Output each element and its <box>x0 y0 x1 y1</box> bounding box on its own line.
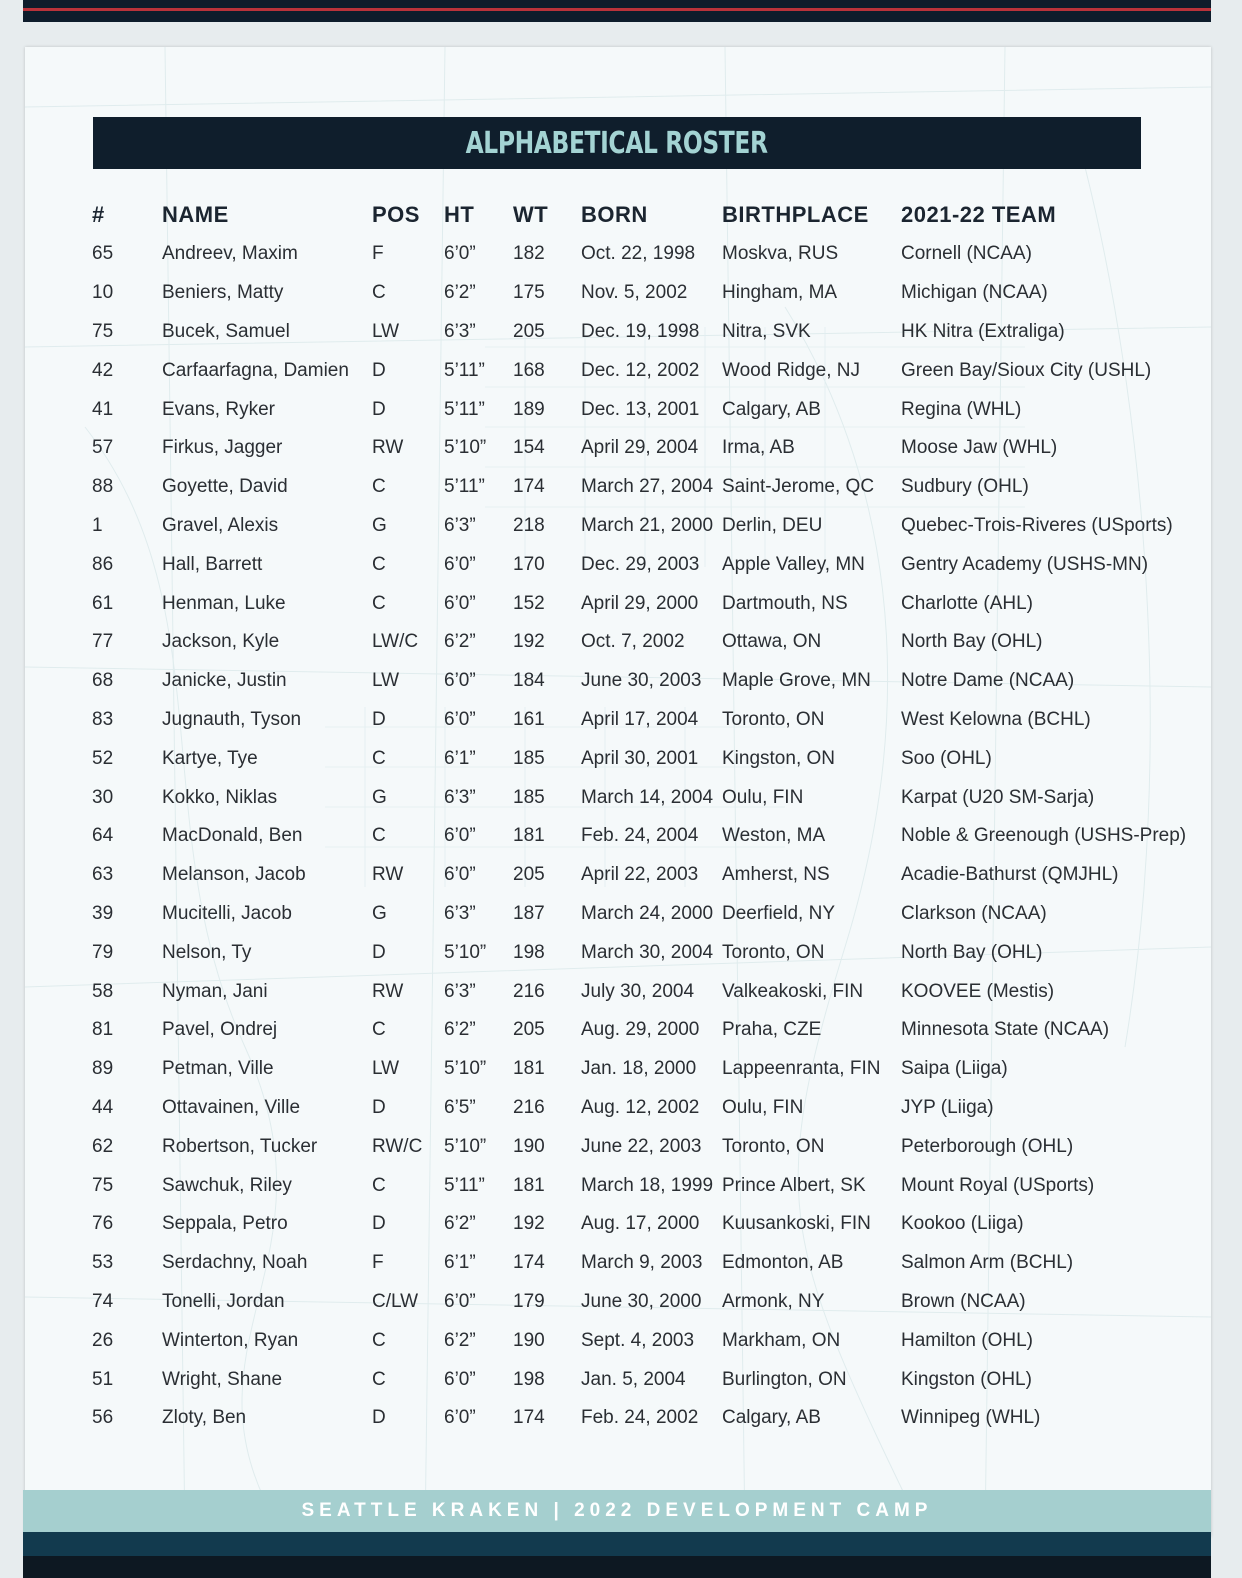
player-weight: 154 <box>513 437 545 459</box>
player-number: 52 <box>92 747 114 769</box>
player-name: Jackson, Kyle <box>162 631 280 653</box>
player-born: Aug. 17, 2000 <box>581 1213 700 1235</box>
player-height: 5’11” <box>444 476 485 498</box>
player-birthplace: Dartmouth, NS <box>722 592 848 614</box>
table-row <box>92 1127 1172 1166</box>
player-birthplace: Irma, AB <box>722 437 795 459</box>
roster-title-bar <box>93 117 1141 169</box>
player-number: 88 <box>92 476 114 498</box>
player-number: 83 <box>92 708 114 730</box>
player-team: Notre Dame (NCAA) <box>901 670 1075 692</box>
player-position: C <box>372 1368 386 1390</box>
player-born: Aug. 12, 2002 <box>581 1096 700 1118</box>
player-weight: 181 <box>513 1174 545 1196</box>
player-name: Melanson, Jacob <box>162 864 306 886</box>
player-weight: 192 <box>513 1213 545 1235</box>
player-height: 6’3” <box>444 786 476 808</box>
player-position: D <box>372 359 386 381</box>
player-name: Serdachny, Noah <box>162 1252 308 1274</box>
table-row <box>92 351 1172 390</box>
player-position: C <box>372 1019 386 1041</box>
top-header-bar <box>23 0 1211 22</box>
player-name: Ottavainen, Ville <box>162 1096 301 1118</box>
player-weight: 181 <box>513 825 545 847</box>
column-header-number: # <box>92 202 105 227</box>
player-born: Jan. 5, 2004 <box>581 1368 686 1390</box>
table-row <box>92 545 1172 584</box>
column-header-born: BORN <box>581 202 648 227</box>
player-birthplace: Calgary, AB <box>722 1407 821 1429</box>
player-height: 6’5” <box>444 1096 476 1118</box>
table-row <box>92 1283 1172 1322</box>
player-name: Nelson, Ty <box>162 941 252 963</box>
player-team: Kookoo (Liiga) <box>901 1213 1024 1235</box>
player-birthplace: Weston, MA <box>722 825 826 847</box>
player-birthplace: Nitra, SVK <box>722 320 811 342</box>
footer-band <box>23 1490 1211 1532</box>
player-birthplace: Toronto, ON <box>722 708 825 730</box>
player-height: 6’3” <box>444 902 476 924</box>
player-number: 58 <box>92 980 114 1002</box>
player-position: G <box>372 902 387 924</box>
player-birthplace: Maple Grove, MN <box>722 670 871 692</box>
player-born: March 18, 1999 <box>581 1174 714 1196</box>
player-team: Sudbury (OHL) <box>901 476 1029 498</box>
player-team: Michigan (NCAA) <box>901 282 1048 304</box>
player-number: 62 <box>92 1135 114 1157</box>
player-number: 39 <box>92 902 114 924</box>
player-number: 26 <box>92 1329 114 1351</box>
player-height: 6’2” <box>444 631 476 653</box>
player-name: Jugnauth, Tyson <box>162 708 302 730</box>
player-position: D <box>372 1213 386 1235</box>
player-born: Sept. 4, 2003 <box>581 1329 695 1351</box>
player-name: Firkus, Jagger <box>162 437 283 459</box>
player-team: Acadie-Bathurst (QMJHL) <box>901 864 1119 886</box>
player-weight: 185 <box>513 747 545 769</box>
player-number: 76 <box>92 1213 114 1235</box>
player-number: 63 <box>92 864 114 886</box>
table-row <box>92 1050 1172 1089</box>
bottom-band <box>23 1532 1211 1578</box>
player-team: Hamilton (OHL) <box>901 1329 1033 1351</box>
player-team: HK Nitra (Extraliga) <box>901 320 1065 342</box>
player-height: 6’2” <box>444 1213 476 1235</box>
player-name: Janicke, Justin <box>162 670 287 692</box>
table-row <box>92 662 1172 701</box>
player-height: 5’10” <box>444 1058 487 1080</box>
player-weight: 216 <box>513 980 545 1002</box>
player-height: 6’0” <box>444 825 476 847</box>
player-birthplace: Deerfield, NY <box>722 902 835 924</box>
player-team: Karpat (U20 SM-Sarja) <box>901 786 1095 808</box>
player-team: Minnesota State (NCAA) <box>901 1019 1110 1041</box>
player-position: C <box>372 1174 386 1196</box>
player-height: 6’1” <box>444 1252 476 1274</box>
player-name: Hall, Barrett <box>162 553 263 575</box>
table-row <box>92 584 1172 623</box>
player-born: June 30, 2000 <box>581 1290 702 1312</box>
player-weight: 189 <box>513 398 545 420</box>
table-row <box>92 274 1172 313</box>
player-born: July 30, 2004 <box>581 980 695 1002</box>
player-position: LW <box>372 1058 400 1080</box>
player-number: 86 <box>92 553 114 575</box>
player-born: Oct. 7, 2002 <box>581 631 685 653</box>
player-born: March 30, 2004 <box>581 941 714 963</box>
player-birthplace: Ottawa, ON <box>722 631 822 653</box>
player-team: West Kelowna (BCHL) <box>901 708 1091 730</box>
player-birthplace: Toronto, ON <box>722 1135 825 1157</box>
player-weight: 161 <box>513 708 545 730</box>
player-weight: 187 <box>513 902 545 924</box>
column-header-weight: WT <box>513 202 549 227</box>
player-position: C <box>372 476 386 498</box>
player-birthplace: Oulu, FIN <box>722 1096 804 1118</box>
player-birthplace: Prince Albert, SK <box>722 1174 866 1196</box>
player-number: 51 <box>92 1368 114 1390</box>
player-birthplace: Amherst, NS <box>722 864 830 886</box>
player-team: Cornell (NCAA) <box>901 243 1032 265</box>
player-height: 6’0” <box>444 1368 476 1390</box>
player-height: 6’0” <box>444 1407 476 1429</box>
bottom-dark-stripe <box>23 1556 1211 1578</box>
player-weight: 205 <box>513 1019 545 1041</box>
player-weight: 185 <box>513 786 545 808</box>
player-name: Carfaarfagna, Damien <box>162 359 349 381</box>
table-row <box>92 778 1172 817</box>
player-born: April 30, 2001 <box>581 747 699 769</box>
player-name: Robertson, Tucker <box>162 1135 318 1157</box>
player-born: March 24, 2000 <box>581 902 714 924</box>
player-position: D <box>372 1096 386 1118</box>
player-height: 6’0” <box>444 708 476 730</box>
player-born: March 14, 2004 <box>581 786 714 808</box>
player-position: C <box>372 825 386 847</box>
player-born: Dec. 19, 1998 <box>581 320 700 342</box>
player-number: 79 <box>92 941 114 963</box>
table-row <box>92 1360 1172 1399</box>
player-team: Soo (OHL) <box>901 747 992 769</box>
player-height: 6’2” <box>444 1329 476 1351</box>
player-name: Nyman, Jani <box>162 980 268 1002</box>
player-height: 5’10” <box>444 437 487 459</box>
column-header-birthplace: BIRTHPLACE <box>722 202 869 227</box>
player-birthplace: Edmonton, AB <box>722 1252 844 1274</box>
player-weight: 170 <box>513 553 545 575</box>
player-born: March 21, 2000 <box>581 514 714 536</box>
player-position: D <box>372 1407 386 1429</box>
player-weight: 179 <box>513 1290 545 1312</box>
player-team: JYP (Liiga) <box>901 1096 994 1118</box>
table-row <box>92 1205 1172 1244</box>
player-name: Pavel, Ondrej <box>162 1019 278 1041</box>
player-height: 6’0” <box>444 553 476 575</box>
player-birthplace: Calgary, AB <box>722 398 821 420</box>
player-birthplace: Valkeakoski, FIN <box>722 980 864 1002</box>
player-born: Jan. 18, 2000 <box>581 1058 697 1080</box>
player-team: Quebec-Trois-Riveres (USports) <box>901 514 1173 536</box>
player-weight: 175 <box>513 282 545 304</box>
player-team: KOOVEE (Mestis) <box>901 980 1055 1002</box>
player-born: March 27, 2004 <box>581 476 714 498</box>
player-height: 5’10” <box>444 941 487 963</box>
player-height: 6’3” <box>444 980 476 1002</box>
player-number: 42 <box>92 359 114 381</box>
player-height: 6’0” <box>444 243 476 265</box>
player-position: RW <box>372 437 404 459</box>
player-height: 6’3” <box>444 514 476 536</box>
player-birthplace: Wood Ridge, NJ <box>722 359 860 381</box>
table-row <box>92 507 1172 546</box>
player-birthplace: Kingston, ON <box>722 747 835 769</box>
player-number: 65 <box>92 243 114 265</box>
player-weight: 190 <box>513 1135 545 1157</box>
player-height: 6’2” <box>444 282 476 304</box>
player-height: 6’0” <box>444 670 476 692</box>
player-number: 57 <box>92 437 114 459</box>
table-row <box>92 235 1172 274</box>
player-position: RW/C <box>372 1135 423 1157</box>
player-height: 6’0” <box>444 1290 476 1312</box>
player-born: Feb. 24, 2004 <box>581 825 699 847</box>
player-weight: 205 <box>513 864 545 886</box>
player-height: 5’11” <box>444 359 485 381</box>
player-born: Oct. 22, 1998 <box>581 243 696 265</box>
player-position: F <box>372 243 384 265</box>
player-birthplace: Apple Valley, MN <box>722 553 865 575</box>
player-height: 5’10” <box>444 1135 487 1157</box>
player-number: 44 <box>92 1096 114 1118</box>
player-position: C <box>372 747 386 769</box>
player-born: April 17, 2004 <box>581 708 699 730</box>
player-team: North Bay (OHL) <box>901 941 1043 963</box>
table-row <box>92 933 1172 972</box>
column-header-name: NAME <box>162 202 229 227</box>
player-height: 6’3” <box>444 320 476 342</box>
player-height: 6’1” <box>444 747 476 769</box>
player-weight: 198 <box>513 1368 545 1390</box>
table-row <box>92 623 1172 662</box>
player-born: April 29, 2000 <box>581 592 699 614</box>
roster-body <box>92 235 1187 1438</box>
player-name: Goyette, David <box>162 476 288 498</box>
player-height: 6’2” <box>444 1019 476 1041</box>
column-header-position: POS <box>372 202 420 227</box>
player-name: Andreev, Maxim <box>162 243 298 265</box>
player-weight: 152 <box>513 592 545 614</box>
player-born: Dec. 12, 2002 <box>581 359 700 381</box>
footer-text: SEATTLE KRAKEN | 2022 DEVELOPMENT CAMP <box>301 1500 933 1521</box>
table-row <box>92 817 1172 856</box>
player-number: 75 <box>92 320 114 342</box>
player-height: 5’11” <box>444 1174 485 1196</box>
player-name: Seppala, Petro <box>162 1213 288 1235</box>
table-row <box>92 468 1172 507</box>
player-born: Dec. 13, 2001 <box>581 398 700 420</box>
player-team: Peterborough (OHL) <box>901 1135 1074 1157</box>
player-team: Clarkson (NCAA) <box>901 902 1047 924</box>
column-header-height: HT <box>444 202 475 227</box>
player-birthplace: Moskva, RUS <box>722 243 839 265</box>
player-number: 64 <box>92 825 114 847</box>
table-row <box>92 856 1172 895</box>
player-born: June 22, 2003 <box>581 1135 702 1157</box>
player-number: 77 <box>92 631 114 653</box>
player-birthplace: Toronto, ON <box>722 941 825 963</box>
table-row <box>92 429 1172 468</box>
player-team: Brown (NCAA) <box>901 1290 1026 1312</box>
table-row <box>92 1089 1172 1128</box>
player-position: D <box>372 941 386 963</box>
player-birthplace: Hingham, MA <box>722 282 838 304</box>
player-name: Wright, Shane <box>162 1368 283 1390</box>
player-team: Winnipeg (WHL) <box>901 1407 1041 1429</box>
player-name: Gravel, Alexis <box>162 514 279 536</box>
column-header-team: 2021-22 TEAM <box>901 202 1057 227</box>
player-name: Kokko, Niklas <box>162 786 278 808</box>
player-born: April 29, 2004 <box>581 437 699 459</box>
player-weight: 182 <box>513 243 545 265</box>
player-weight: 205 <box>513 320 545 342</box>
player-weight: 181 <box>513 1058 545 1080</box>
player-position: RW <box>372 980 404 1002</box>
player-name: Winterton, Ryan <box>162 1329 299 1351</box>
table-row <box>92 895 1172 934</box>
player-height: 6’0” <box>444 592 476 614</box>
player-birthplace: Kuusankoski, FIN <box>722 1213 871 1235</box>
player-position: C <box>372 553 386 575</box>
player-name: Beniers, Matty <box>162 282 284 304</box>
player-number: 30 <box>92 786 114 808</box>
table-row <box>92 313 1172 352</box>
player-position: LW <box>372 670 400 692</box>
player-number: 53 <box>92 1252 114 1274</box>
player-name: Tonelli, Jordan <box>162 1290 285 1312</box>
player-position: LW <box>372 320 400 342</box>
player-birthplace: Armonk, NY <box>722 1290 825 1312</box>
player-position: G <box>372 514 387 536</box>
player-number: 10 <box>92 282 114 304</box>
player-birthplace: Saint-Jerome, QC <box>722 476 875 498</box>
player-weight: 174 <box>513 1252 545 1274</box>
player-position: C/LW <box>372 1290 419 1312</box>
player-height: 6’0” <box>444 864 476 886</box>
player-born: April 22, 2003 <box>581 864 699 886</box>
player-team: Mount Royal (USports) <box>901 1174 1095 1196</box>
table-row <box>92 701 1172 740</box>
player-position: C <box>372 592 386 614</box>
player-team: Charlotte (AHL) <box>901 592 1033 614</box>
player-name: Henman, Luke <box>162 592 286 614</box>
player-number: 74 <box>92 1290 114 1312</box>
header-red-stripe <box>23 8 1211 11</box>
player-number: 41 <box>92 398 114 420</box>
table-row <box>92 1244 1172 1283</box>
player-position: F <box>372 1252 384 1274</box>
player-height: 5’11” <box>444 398 485 420</box>
player-birthplace: Derlin, DEU <box>722 514 823 536</box>
player-birthplace: Burlington, ON <box>722 1368 847 1390</box>
player-team: Salmon Arm (BCHL) <box>901 1252 1074 1274</box>
player-name: Mucitelli, Jacob <box>162 902 292 924</box>
player-born: Feb. 24, 2002 <box>581 1407 699 1429</box>
player-weight: 168 <box>513 359 545 381</box>
player-number: 61 <box>92 592 114 614</box>
player-position: D <box>372 398 386 420</box>
table-row <box>92 1399 1172 1438</box>
player-weight: 216 <box>513 1096 545 1118</box>
player-weight: 174 <box>513 1407 545 1429</box>
player-birthplace: Markham, ON <box>722 1329 841 1351</box>
player-number: 1 <box>92 514 103 536</box>
player-born: March 9, 2003 <box>581 1252 703 1274</box>
player-team: North Bay (OHL) <box>901 631 1043 653</box>
player-team: Saipa (Liiga) <box>901 1058 1008 1080</box>
table-row <box>92 1321 1172 1360</box>
player-born: Nov. 5, 2002 <box>581 282 688 304</box>
player-weight: 218 <box>513 514 545 536</box>
table-row <box>92 1166 1172 1205</box>
player-position: C <box>372 282 386 304</box>
player-weight: 190 <box>513 1329 545 1351</box>
player-birthplace: Praha, CZE <box>722 1019 822 1041</box>
player-name: MacDonald, Ben <box>162 825 303 847</box>
table-row <box>92 390 1172 429</box>
roster-page <box>25 47 1211 1537</box>
table-row <box>92 1011 1172 1050</box>
player-weight: 198 <box>513 941 545 963</box>
table-header-row <box>92 195 1172 235</box>
player-weight: 192 <box>513 631 545 653</box>
player-team: Gentry Academy (USHS-MN) <box>901 553 1149 575</box>
player-name: Sawchuk, Riley <box>162 1174 292 1196</box>
table-row <box>92 972 1172 1011</box>
player-weight: 184 <box>513 670 545 692</box>
page-title: ALPHABETICAL ROSTER <box>465 125 769 161</box>
player-number: 68 <box>92 670 114 692</box>
player-number: 89 <box>92 1058 114 1080</box>
player-team: Kingston (OHL) <box>901 1368 1032 1390</box>
player-birthplace: Oulu, FIN <box>722 786 804 808</box>
player-position: LW/C <box>372 631 419 653</box>
player-team: Green Bay/Sioux City (USHL) <box>901 359 1152 381</box>
player-name: Petman, Ville <box>162 1058 274 1080</box>
player-position: D <box>372 708 386 730</box>
player-number: 75 <box>92 1174 114 1196</box>
roster-table <box>92 195 1187 1438</box>
player-born: Dec. 29, 2003 <box>581 553 700 575</box>
player-born: June 30, 2003 <box>581 670 702 692</box>
player-weight: 174 <box>513 476 545 498</box>
player-number: 56 <box>92 1407 114 1429</box>
player-team: Noble & Greenough (USHS-Prep) <box>901 825 1187 847</box>
player-birthplace: Lappeenranta, FIN <box>722 1058 881 1080</box>
player-name: Kartye, Tye <box>162 747 258 769</box>
player-position: G <box>372 786 387 808</box>
player-name: Bucek, Samuel <box>162 320 290 342</box>
player-team: Moose Jaw (WHL) <box>901 437 1058 459</box>
player-number: 81 <box>92 1019 114 1041</box>
player-born: Aug. 29, 2000 <box>581 1019 700 1041</box>
player-name: Evans, Ryker <box>162 398 275 420</box>
player-team: Regina (WHL) <box>901 398 1022 420</box>
table-row <box>92 739 1172 778</box>
player-position: C <box>372 1329 386 1351</box>
player-name: Zloty, Ben <box>162 1407 247 1429</box>
player-position: RW <box>372 864 404 886</box>
